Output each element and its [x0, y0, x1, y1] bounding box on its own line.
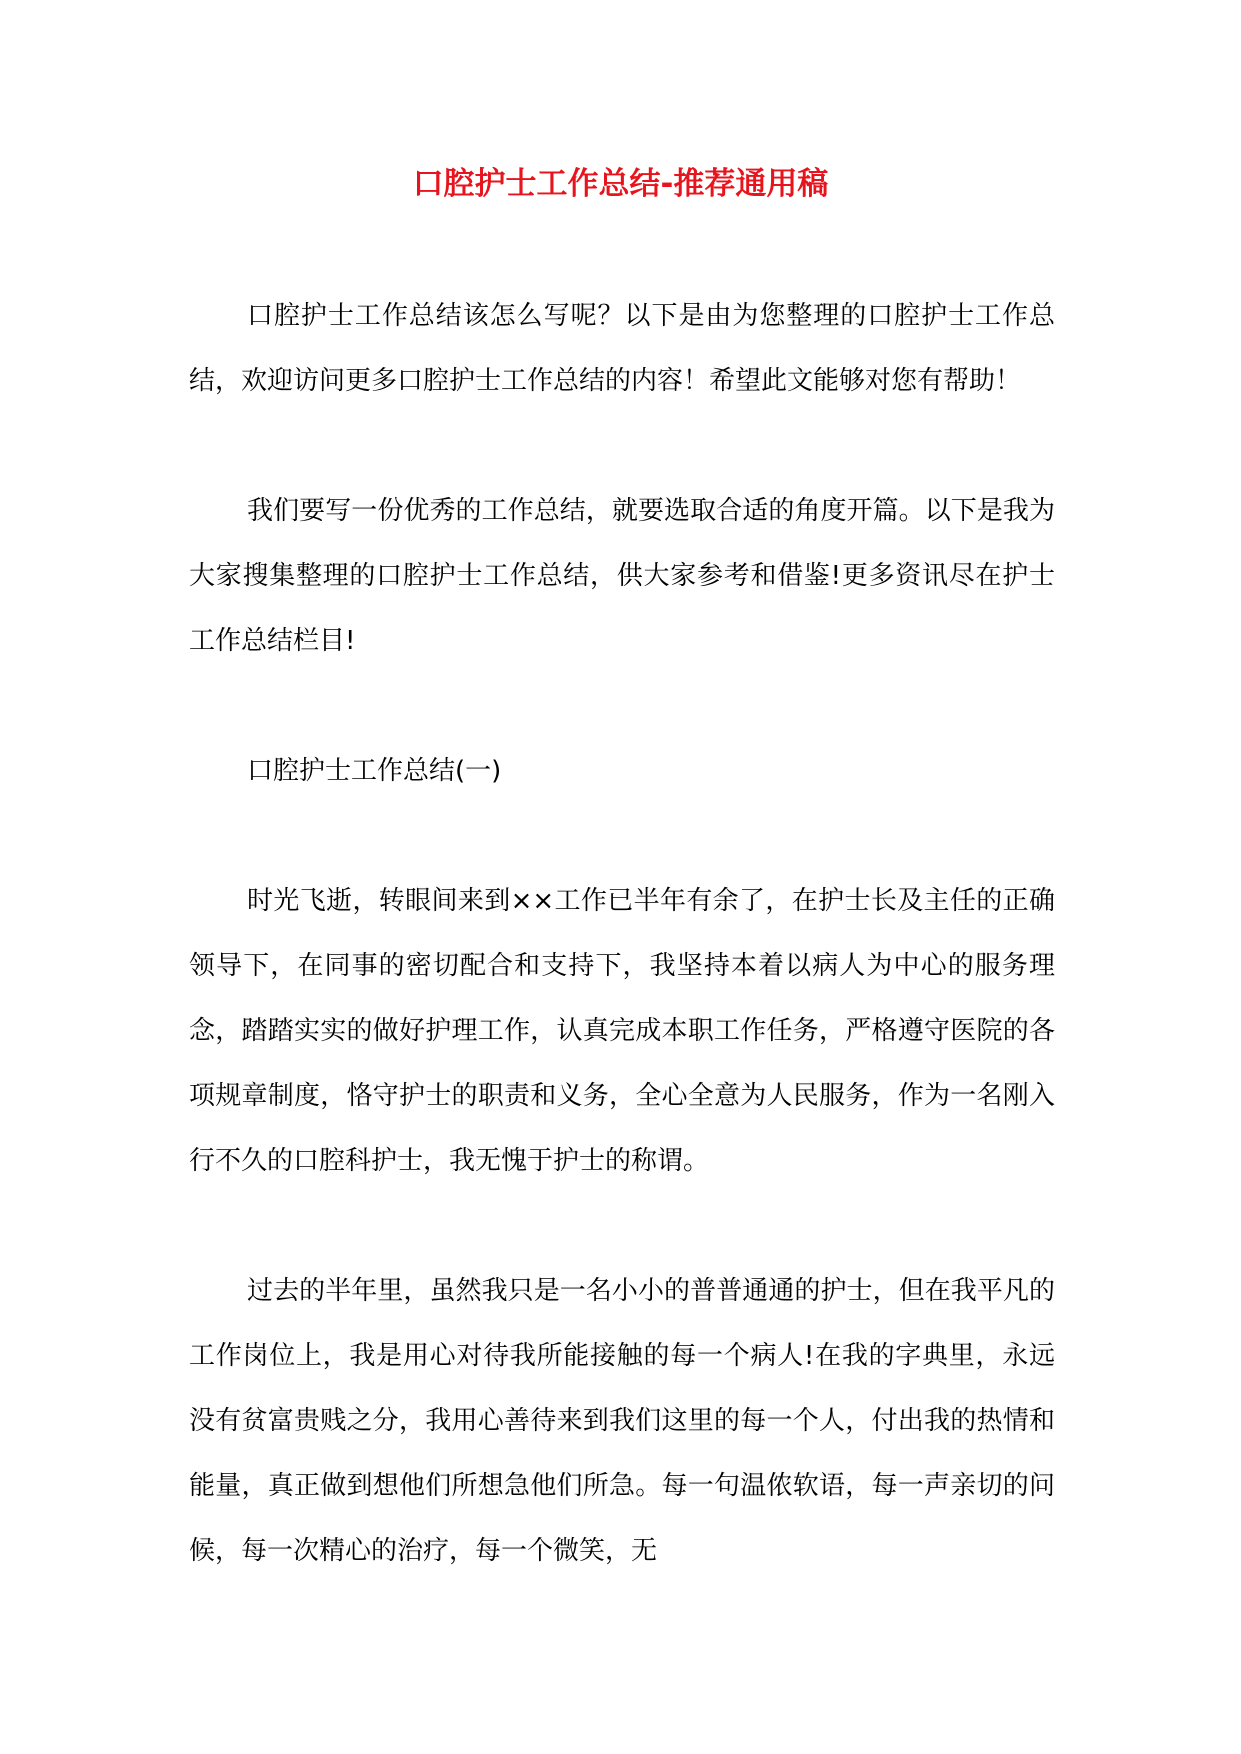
paragraph-intro: 口腔护士工作总结该怎么写呢？以下是由为您整理的口腔护士工作总结，欢迎访问更多口腔护士工作总结的内容！希望此文能够对您有帮助！: [189, 301, 1055, 396]
paragraph-body-1: 时光飞逝，转眼间来到××工作已半年有余了，在护士长及主任的正确领导下，在同事的密切配合和支持下，我坚持本着以病人为中心的服务理念，踏踏实实的做好护理工作，认真完成本职工作任务，严格遵守医院的各项规章制度，恪守护士的职责和义务，全心全意为人民服务，作为一名刚入行不久的口腔科护士，我无愧于护士的称谓。: [189, 886, 1055, 1176]
paragraph-body-2: 过去的半年里，虽然我只是一名小小的普普通通的护士，但在我平凡的工作岗位上，我是用心对待我所能接触的每一个病人!在我的字典里，永远没有贫富贵贱之分，我用心善待来到我们这里的每一个人，付出我的热情和能量，真正做到想他们所想急他们所急。每一句温侬软语，每一声亲切的问候，每一次精心的治疗，每一个微笑，无: [189, 1276, 1055, 1566]
paragraph-preface: 我们要写一份优秀的工作总结，就要选取合适的角度开篇。以下是我为大家搜集整理的口腔护士工作总结，供大家参考和借鉴!更多资讯尽在护士工作总结栏目!: [189, 496, 1055, 656]
section-heading: 口腔护士工作总结(一): [247, 756, 502, 786]
document-title: 口腔护士工作总结-推荐通用稿: [412, 166, 829, 202]
